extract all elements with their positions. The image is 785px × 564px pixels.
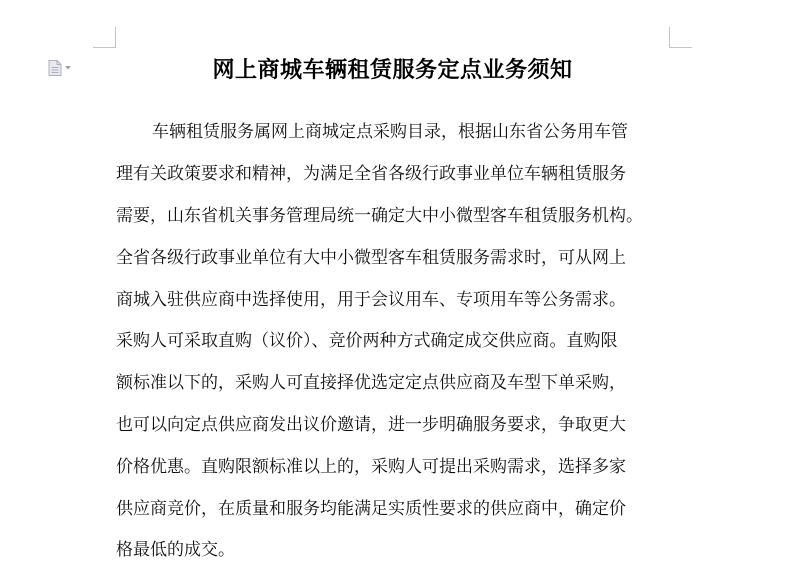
paragraph-line: 理有关政策要求和精神，为满足全省各级行政事业单位车辆租赁服务 [116, 164, 626, 184]
document-title: 网上商城车辆租赁服务定点业务须知 [212, 57, 573, 83]
paragraph-line: 供应商竞价，在质量和服务均能满足实质性要求的供应商中，确定价 [116, 499, 626, 519]
paragraph-line: 价格优惠。直购限额标准以上的，采购人可提出采购需求，选择多家 [116, 457, 626, 477]
paragraph-line: 采购人可采取直购（议价）、竞价两种方式确定成交供应商。直购限 [116, 331, 618, 351]
paragraph-line: 也可以向定点供应商发出议价邀请，进一步明确服务要求，争取更大 [116, 415, 626, 435]
page-corner-mark-top-right [669, 27, 692, 48]
paragraph-line: 格最低的成交。 [116, 540, 235, 560]
paragraph-line: 商城入驻供应商中选择使用，用于会议用车、专项用车等公务需求。 [116, 290, 626, 310]
paragraph-line: 全省各级行政事业单位有大中小微型客车租赁服务需求时，可从网上 [116, 248, 626, 268]
page-corner-mark-top-left [93, 27, 116, 48]
paragraph-line: 车辆租赁服务属网上商城定点采购目录，根据山东省公务用车管 [152, 122, 628, 142]
paragraph-line: 额标准以下的，采购人可直接择优选定定点供应商及车型下单采购， [116, 373, 626, 393]
paragraph-line: 需要，山东省机关事务管理局统一确定大中小微型客车租赁服务机构。 [116, 206, 643, 226]
